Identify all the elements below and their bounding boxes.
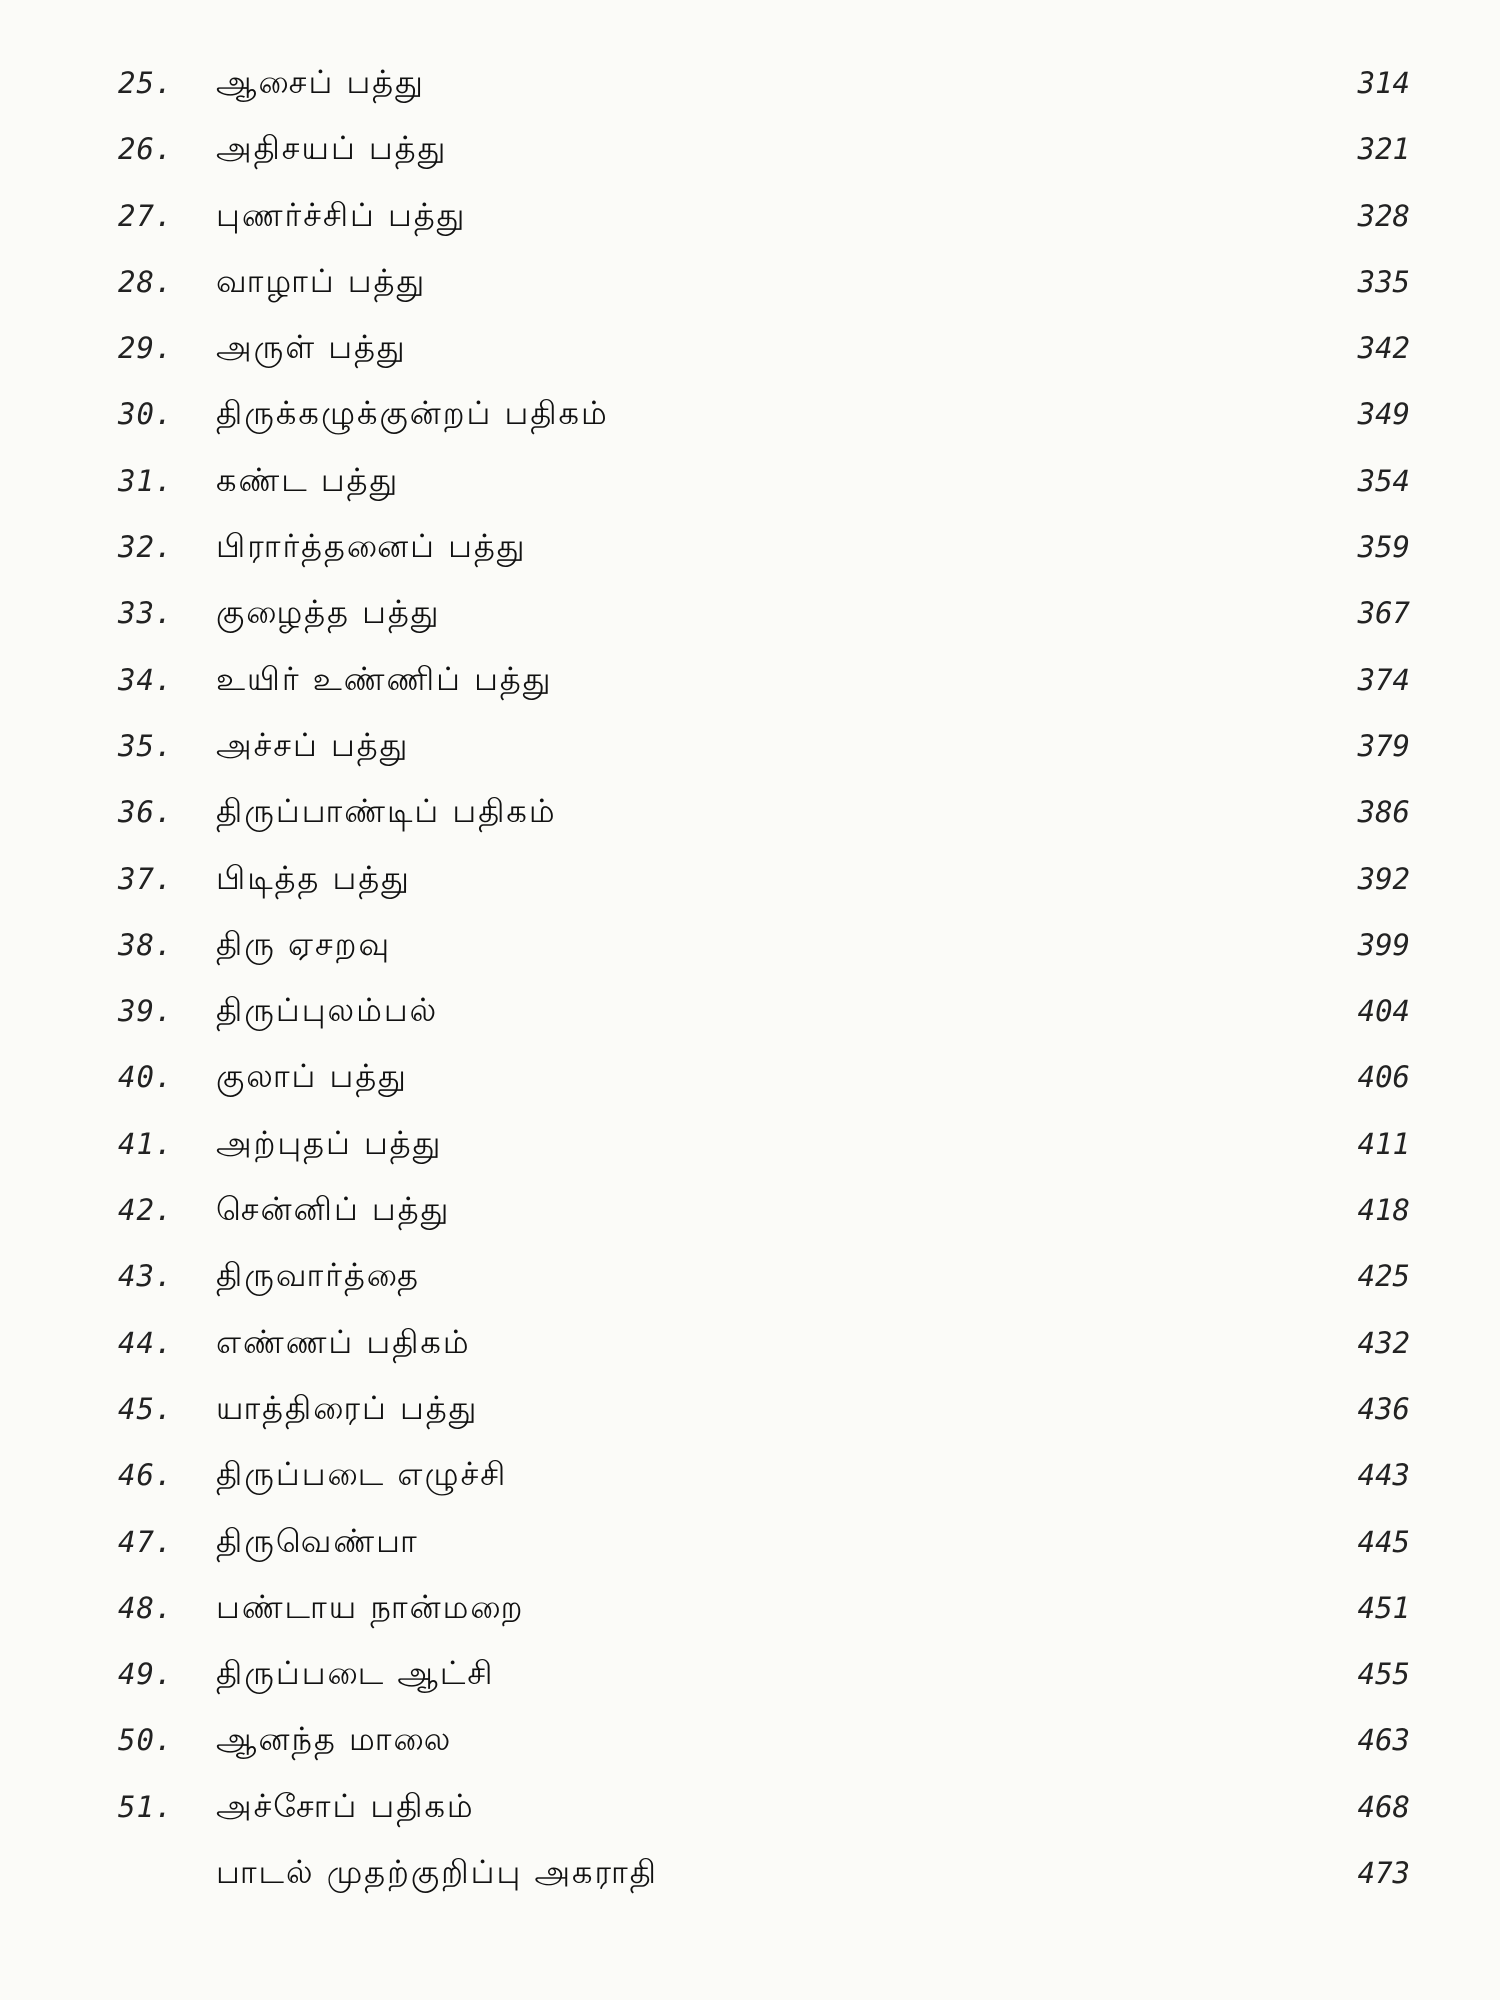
toc-entry bbox=[0, 850, 1500, 916]
entry-page-number: 314 bbox=[1357, 66, 1410, 100]
toc-entry bbox=[0, 1844, 1500, 1910]
entry-number: 45. bbox=[118, 1391, 174, 1426]
entry-page-number: 379 bbox=[1357, 728, 1410, 763]
toc-entry bbox=[0, 584, 1500, 650]
entry-number: 28. bbox=[118, 264, 174, 299]
entry-page-number: 443 bbox=[1357, 1458, 1410, 1493]
toc-entry bbox=[0, 982, 1500, 1048]
entry-title: ஆனந்த மாலை bbox=[216, 1720, 453, 1759]
toc-entry bbox=[0, 1645, 1500, 1711]
entry-title: அச்சோப் பதிகம் bbox=[216, 1786, 475, 1825]
entry-page-number: 445 bbox=[1357, 1524, 1410, 1559]
entry-number: 31. bbox=[118, 463, 174, 498]
entry-number: 32. bbox=[118, 530, 174, 565]
toc-entry bbox=[0, 54, 1500, 120]
entry-title: எண்ணப் பதிகம் bbox=[216, 1322, 471, 1361]
entry-title: அற்புதப் பத்து bbox=[216, 1123, 443, 1162]
entry-number: 42. bbox=[118, 1193, 174, 1228]
entry-number: 34. bbox=[118, 662, 174, 697]
toc-entry bbox=[0, 385, 1500, 451]
toc-entry bbox=[0, 1778, 1500, 1844]
toc-entry bbox=[0, 1711, 1500, 1777]
entry-number: 46. bbox=[118, 1458, 174, 1493]
entry-page-number: 418 bbox=[1357, 1193, 1410, 1228]
entry-title: அதிசயப் பத்து bbox=[216, 129, 448, 168]
entry-number: 26. bbox=[118, 132, 174, 167]
entry-title: திருவார்த்தை bbox=[216, 1256, 420, 1295]
entry-number: 41. bbox=[118, 1126, 174, 1161]
entry-number: 36. bbox=[118, 795, 174, 830]
toc-entry bbox=[0, 1446, 1500, 1512]
entry-title: திருப்பாண்டிப் பதிகம் bbox=[216, 792, 557, 831]
entry-number: 37. bbox=[118, 861, 174, 896]
toc-entry bbox=[0, 452, 1500, 518]
toc-entry bbox=[0, 1579, 1500, 1645]
entry-number: 33. bbox=[118, 596, 174, 631]
entry-number: 29. bbox=[118, 331, 174, 366]
toc-entry bbox=[0, 717, 1500, 783]
entry-number: 30. bbox=[118, 397, 174, 432]
entry-page-number: 399 bbox=[1357, 927, 1410, 962]
entry-number: 39. bbox=[118, 994, 174, 1029]
entry-page-number: 432 bbox=[1357, 1325, 1410, 1360]
table-of-contents bbox=[0, 54, 1500, 1910]
entry-page-number: 463 bbox=[1357, 1723, 1410, 1758]
entry-page-number: 436 bbox=[1357, 1391, 1410, 1426]
entry-page-number: 455 bbox=[1357, 1657, 1410, 1692]
toc-entry bbox=[0, 1314, 1500, 1380]
toc-entry bbox=[0, 1181, 1500, 1247]
entry-number: 27. bbox=[118, 198, 174, 233]
toc-entry bbox=[0, 1115, 1500, 1181]
toc-entry bbox=[0, 120, 1500, 186]
entry-page-number: 359 bbox=[1357, 530, 1410, 565]
toc-entry bbox=[0, 1048, 1500, 1114]
entry-title: குலாப் பத்து bbox=[216, 1057, 408, 1096]
toc-entry bbox=[0, 319, 1500, 385]
entry-title: வாழாப் பத்து bbox=[216, 261, 427, 300]
toc-entry bbox=[0, 253, 1500, 319]
entry-number: 51. bbox=[118, 1789, 174, 1824]
entry-title: பிடித்த பத்து bbox=[216, 858, 411, 897]
entry-page-number: 468 bbox=[1357, 1789, 1410, 1824]
entry-title: திரு ஏசறவு bbox=[216, 924, 392, 963]
entry-page-number: 392 bbox=[1357, 861, 1410, 896]
toc-entry bbox=[0, 1380, 1500, 1446]
entry-number: 25. bbox=[118, 66, 174, 100]
toc-entry bbox=[0, 1513, 1500, 1579]
entry-number: 50. bbox=[118, 1723, 174, 1758]
entry-number: 47. bbox=[118, 1524, 174, 1559]
entry-number: 43. bbox=[118, 1259, 174, 1294]
entry-page-number: 425 bbox=[1357, 1259, 1410, 1294]
entry-page-number: 321 bbox=[1357, 132, 1410, 167]
entry-title: பிரார்த்தனைப் பத்து bbox=[216, 527, 527, 566]
entry-page-number: 473 bbox=[1357, 1856, 1410, 1891]
entry-title: பண்டாய நான்மறை bbox=[216, 1587, 525, 1626]
entry-number: 49. bbox=[118, 1657, 174, 1692]
entry-title: சென்னிப் பத்து bbox=[216, 1190, 451, 1229]
entry-title: ஆசைப் பத்து bbox=[216, 63, 425, 101]
entry-page-number: 451 bbox=[1357, 1590, 1410, 1625]
entry-title: திருப்படை எழுச்சி bbox=[216, 1455, 508, 1494]
entry-page-number: 328 bbox=[1357, 198, 1410, 233]
entry-title: அச்சப் பத்து bbox=[216, 725, 410, 764]
entry-title: உயிர் உண்ணிப் பத்து bbox=[216, 659, 553, 698]
entry-title: கண்ட பத்து bbox=[216, 460, 400, 499]
toc-entry bbox=[0, 1247, 1500, 1313]
toc-entry bbox=[0, 518, 1500, 584]
entry-title: திருப்படை ஆட்சி bbox=[216, 1654, 495, 1693]
entry-number: 40. bbox=[118, 1060, 174, 1095]
entry-number: 35. bbox=[118, 728, 174, 763]
entry-page-number: 374 bbox=[1357, 662, 1410, 697]
entry-title: திருவெண்பா bbox=[216, 1521, 419, 1560]
entry-page-number: 406 bbox=[1357, 1060, 1410, 1095]
entry-number: 44. bbox=[118, 1325, 174, 1360]
toc-entry bbox=[0, 187, 1500, 253]
entry-page-number: 349 bbox=[1357, 397, 1410, 432]
entry-page-number: 411 bbox=[1357, 1126, 1410, 1161]
entry-page-number: 354 bbox=[1357, 463, 1410, 498]
entry-title: திருக்கழுக்குன்றப் பதிகம் bbox=[216, 394, 609, 433]
entry-page-number: 404 bbox=[1357, 994, 1410, 1029]
toc-entry bbox=[0, 916, 1500, 982]
entry-title: அருள் பத்து bbox=[216, 328, 407, 367]
entry-title: யாத்திரைப் பத்து bbox=[216, 1388, 479, 1427]
entry-page-number: 342 bbox=[1357, 331, 1410, 366]
entry-title: திருப்புலம்பல் bbox=[216, 991, 439, 1030]
entry-title: புணர்ச்சிப் பத்து bbox=[216, 195, 467, 234]
toc-entry bbox=[0, 783, 1500, 849]
entry-title: பாடல் முதற்குறிப்பு அகராதி bbox=[216, 1853, 658, 1892]
entry-page-number: 335 bbox=[1357, 264, 1410, 299]
entry-number: 48. bbox=[118, 1590, 174, 1625]
toc-entry bbox=[0, 651, 1500, 717]
entry-page-number: 386 bbox=[1357, 795, 1410, 830]
entry-page-number: 367 bbox=[1357, 596, 1410, 631]
entry-title: குழைத்த பத்து bbox=[216, 593, 441, 632]
entry-number: 38. bbox=[118, 927, 174, 962]
